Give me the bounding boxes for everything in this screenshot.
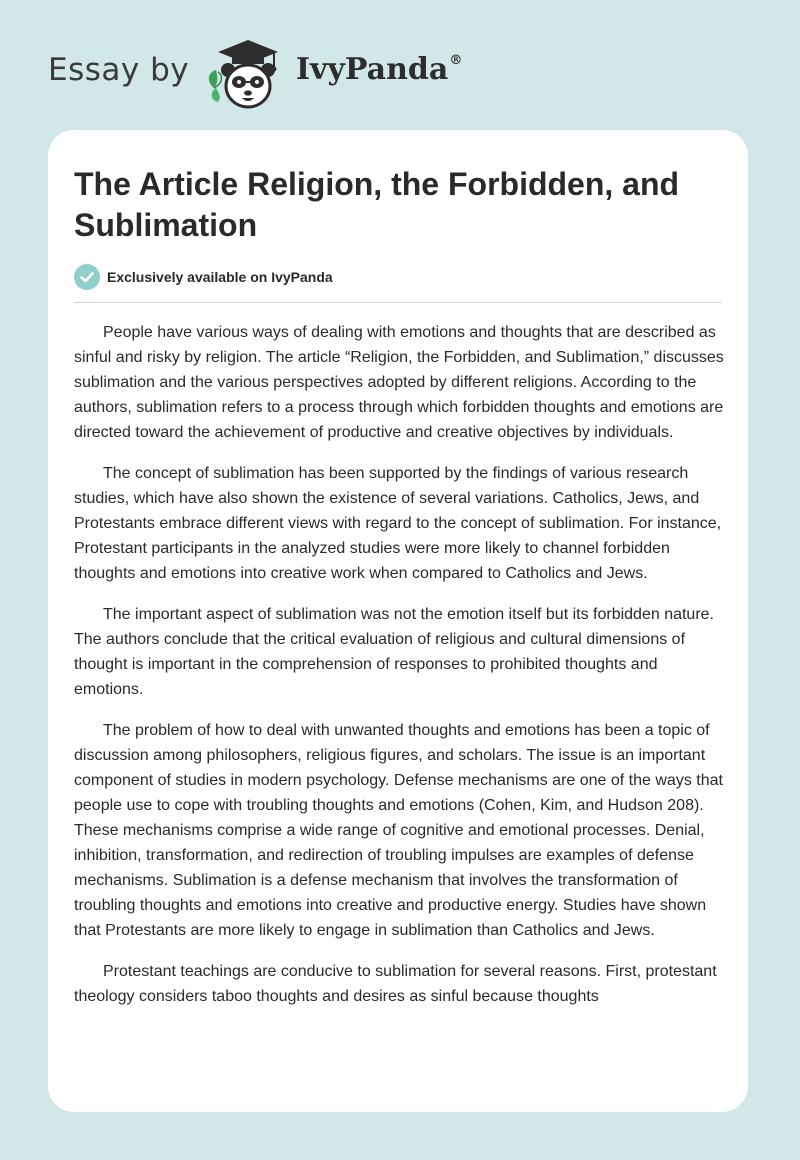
- panda-graduate-icon[interactable]: [204, 36, 290, 112]
- exclusive-badge: [74, 264, 333, 290]
- registered-mark: ®: [449, 53, 463, 68]
- article-title: The Article Religion, the Forbidden, and Sublimation: [74, 166, 680, 243]
- paragraph: Protestant teachings are conducive to sublimation for several reasons. First, protestant theology considers taboo thoughts and desires as sinful because thoughts: [74, 963, 717, 1005]
- divider: [74, 302, 722, 303]
- brand-text: IvyPanda: [296, 52, 449, 87]
- check-circle-icon: [74, 264, 100, 290]
- paragraph: The important aspect of sublimation was not the emotion itself but its forbidden nature. The authors conclude that the critical evaluation of religious and cultural dimensions of thought is important in the comprehension of responses to prohibited thoughts and emotions.: [74, 606, 714, 698]
- paragraph: People have various ways of dealing with emotions and thoughts that are described as sinful and risky by religion. The article “Religion, the Forbidden, and Sublimation,” discusses sublimation and the various perspectives adopted by different religions. According to the authors, sublimation refers to a process through which forbidden thoughts and emotions are directed toward the achievement of productive and creative objectives by individuals.: [74, 324, 724, 441]
- essay-by-label: Essay by: [48, 52, 190, 88]
- ivy-leaf-icon: [209, 70, 222, 102]
- site-header: [48, 32, 548, 112]
- badge-text: Exclusively available on IvyPanda: [107, 269, 333, 285]
- article-body: [74, 320, 724, 1025]
- brand-name[interactable]: [296, 52, 462, 87]
- paragraph: The concept of sublimation has been supported by the findings of various research studies, which have also shown the existence of several variations. Catholics, Jews, and Protestants embrace different views with regard to the concept of sublimation. For instance, Protestant participants in the analyzed studies were more likely to channel forbidden thoughts and emotions into creative work when compared to Catholics and Jews.: [74, 465, 722, 582]
- essay-card: [48, 130, 748, 1112]
- paragraph: The problem of how to deal with unwanted thoughts and emotions has been a topic of discussion among philosophers, religious figures, and scholars. The issue is an important component of studies in modern psychology. Defense mechanisms are one of the ways that people use to cope with troubling thoughts and emotions (Cohen, Kim, and Hudson 208). These mechanisms comprise a wide range of cognitive and emotional processes. Denial, inhibition, transformation, and redirection of troubling impulses are examples of defense mechanisms. Sublimation is a defense mechanism that involves the transformation of troubling thoughts and emotions into creative and productive energy. Studies have shown that Protestants are more likely to engage in sublimation than Catholics and Jews.: [74, 722, 723, 939]
